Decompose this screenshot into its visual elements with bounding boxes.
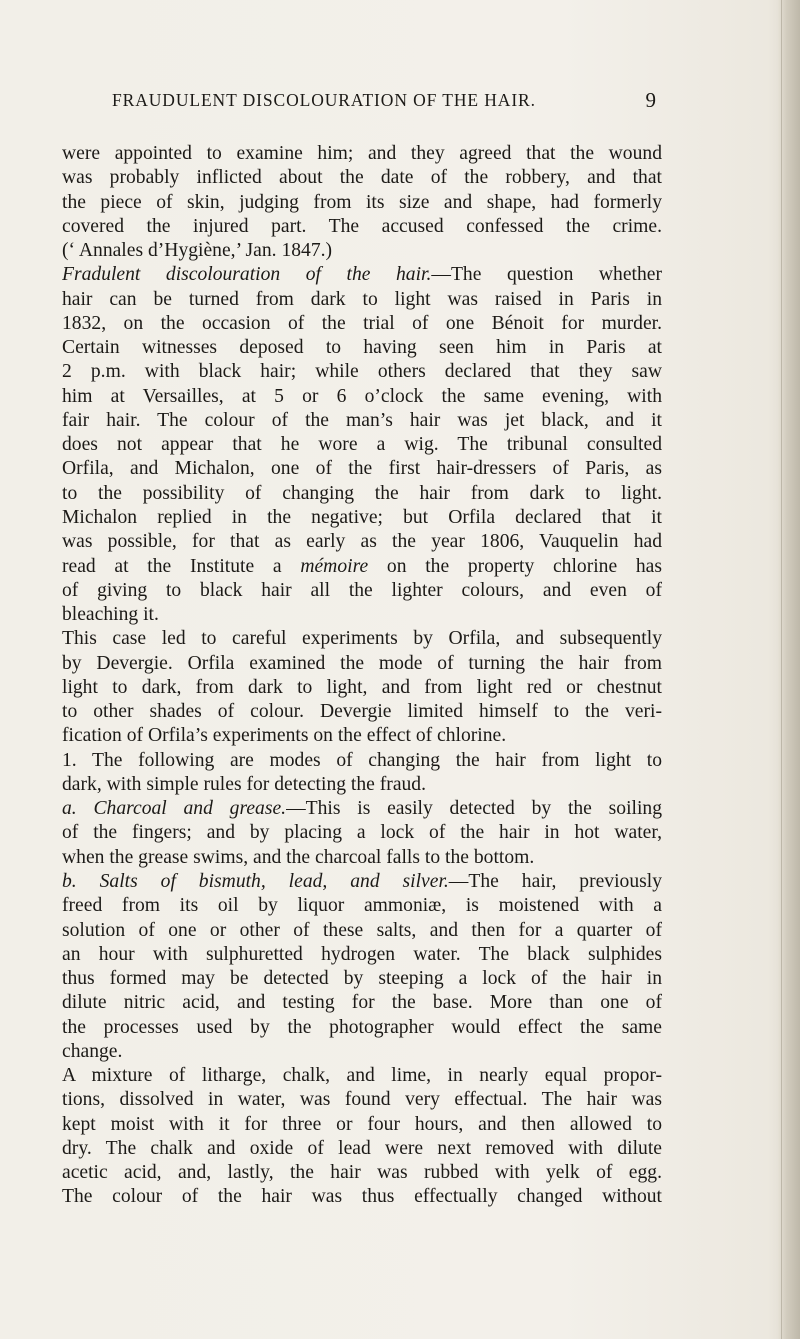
page-edge-line: [781, 0, 782, 1339]
text-span: —This is easily detected by the soiling: [286, 798, 662, 820]
text-line: [62, 1064, 662, 1088]
text-span: Certain witnesses deposed to having seen him in Paris at: [62, 337, 662, 359]
text-span: of giving to black hair all the lighter colours, and even of: [62, 579, 662, 601]
text-line: [62, 215, 662, 239]
text-line: [62, 506, 662, 530]
running-title: FRAUDULENT DISCOLOURATION OF THE HAIR.: [112, 90, 536, 110]
text-line: [62, 336, 662, 360]
text-line: [62, 457, 662, 481]
text-line: [62, 530, 662, 554]
text-line: [62, 1040, 662, 1064]
text-line: [62, 919, 662, 943]
text-span: Michalon replied in the negative; but Orfila declared that it: [62, 506, 662, 528]
text-span: hair can be turned from dark to light was raised in Paris in: [62, 288, 662, 310]
text-line: [62, 943, 662, 967]
text-span: tions, dissolved in water, was found very effectual. The hair was: [62, 1089, 662, 1111]
text-line: [62, 894, 662, 918]
text-span: covered the injured part. The accused confessed the crime.: [62, 215, 662, 237]
text-span: by Devergie. Orfila examined the mode of turning the hair from: [62, 652, 662, 674]
text-span: The colour of the hair was thus effectually changed without: [62, 1186, 662, 1208]
text-line: [62, 239, 662, 263]
text-span: thus formed may be detected by steeping a lock of the hair in: [62, 968, 662, 990]
text-span: 2 p.m. with black hair; while others declared that they saw: [62, 361, 662, 383]
italic-text: mémoire: [300, 555, 369, 577]
italic-text: b. Salts of bismuth, lead, and silver.: [62, 870, 449, 892]
text-line: [62, 846, 662, 870]
text-line: [62, 1161, 662, 1185]
text-span: was possible, for that as early as the year 1806, Vauquelin had: [62, 531, 662, 553]
text-line: [62, 166, 662, 190]
text-span: were appointed to examine him; and they agreed that the wound: [62, 143, 662, 164]
text-span: does not appear that he wore a wig. The tribunal consulted: [62, 434, 662, 456]
text-line: [62, 1113, 662, 1137]
body-text: [62, 142, 662, 1210]
text-line: [62, 263, 662, 287]
text-line: [62, 724, 662, 748]
text-line: [62, 700, 662, 724]
text-line: [62, 676, 662, 700]
text-line: [62, 627, 662, 651]
italic-text: Fradulent discolouration of the hair.: [62, 264, 432, 286]
text-line: [62, 870, 662, 894]
text-span: Orfila, and Michalon, one of the first hair-dressers of Paris, as: [62, 458, 662, 480]
text-line: [62, 579, 662, 603]
text-line: [62, 749, 662, 773]
text-line: [62, 385, 662, 409]
text-line: [62, 312, 662, 336]
text-span: read at the Institute a: [62, 555, 301, 577]
text-span: when the grease swims, and the charcoal falls to the bottom.: [62, 846, 535, 868]
text-span: A mixture of litharge, chalk, and lime, in nearly equal propor-: [62, 1065, 662, 1087]
text-line: [62, 482, 662, 506]
text-span: dark, with simple rules for detecting the fraud.: [62, 773, 427, 795]
text-span: freed from its oil by liquor ammoniæ, is moistened with a: [62, 895, 662, 917]
text-span: to other shades of colour. Devergie limited himself to the veri-: [62, 701, 662, 723]
text-span: him at Versailles, at 5 or 6 o’clock the same evening, with: [62, 385, 662, 407]
page-number: 9: [645, 88, 656, 112]
text-span: bleaching it.: [62, 604, 159, 626]
text-span: (‘ Annales d’Hygiène,’ Jan. 1847.): [62, 240, 333, 262]
text-span: acetic acid, and, lastly, the hair was rubbed with yelk of egg.: [62, 1162, 662, 1184]
text-line: [62, 797, 662, 821]
text-line: [62, 409, 662, 433]
text-line: [62, 1016, 662, 1040]
text-line: [62, 1185, 662, 1209]
text-span: kept moist with it for three or four hours, and then allowed to: [62, 1113, 662, 1135]
text-span: the piece of skin, judging from its size and shape, had formerly: [62, 191, 662, 213]
text-line: [62, 555, 662, 579]
text-line: [62, 360, 662, 384]
text-line: [62, 191, 662, 215]
text-span: dilute nitric acid, and testing for the base. More than one of: [62, 992, 662, 1014]
text-span: of the fingers; and by placing a lock of the hair in hot water,: [62, 822, 662, 844]
text-span: the processes used by the photographer would effect the same: [62, 1016, 662, 1038]
text-line: [62, 967, 662, 991]
text-span: 1832, on the occasion of the trial of one Bénoit for murder.: [62, 312, 662, 334]
italic-text: a. Charcoal and grease.: [62, 798, 287, 820]
text-span: change.: [62, 1040, 123, 1062]
text-span: light to dark, from dark to light, and from light red or chestnut: [62, 676, 662, 698]
text-span: fair hair. The colour of the man’s hair was jet black, and it: [62, 409, 662, 431]
text-span: was probably inflicted about the date of the robbery, and that: [62, 167, 662, 189]
text-line: [62, 821, 662, 845]
text-line: [62, 288, 662, 312]
text-span: an hour with sulphuretted hydrogen water. The black sulphides: [62, 943, 662, 965]
text-line: [62, 603, 662, 627]
text-line: [62, 1137, 662, 1161]
text-span: —The question whether: [431, 264, 662, 286]
text-span: solution of one or other of these salts, and then for a quarter of: [62, 919, 662, 941]
text-line: [62, 142, 662, 166]
text-span: fication of Orfila’s experiments on the effect of chlorine.: [62, 725, 507, 747]
text-line: [62, 773, 662, 797]
text-span: dry. The chalk and oxide of lead were next removed with dilute: [62, 1137, 662, 1159]
page-header: [62, 88, 662, 116]
text-span: —The hair, previously: [448, 870, 662, 892]
text-line: [62, 1088, 662, 1112]
text-span: to the possibility of changing the hair from dark to light.: [62, 482, 662, 504]
text-line: [62, 433, 662, 457]
text-span: This case led to careful experiments by Orfila, and subsequently: [62, 628, 662, 650]
text-span: 1. The following are modes of changing the hair from light to: [62, 749, 662, 771]
text-line: [62, 991, 662, 1015]
text-span: on the property chlorine has: [368, 555, 662, 577]
text-line: [62, 652, 662, 676]
